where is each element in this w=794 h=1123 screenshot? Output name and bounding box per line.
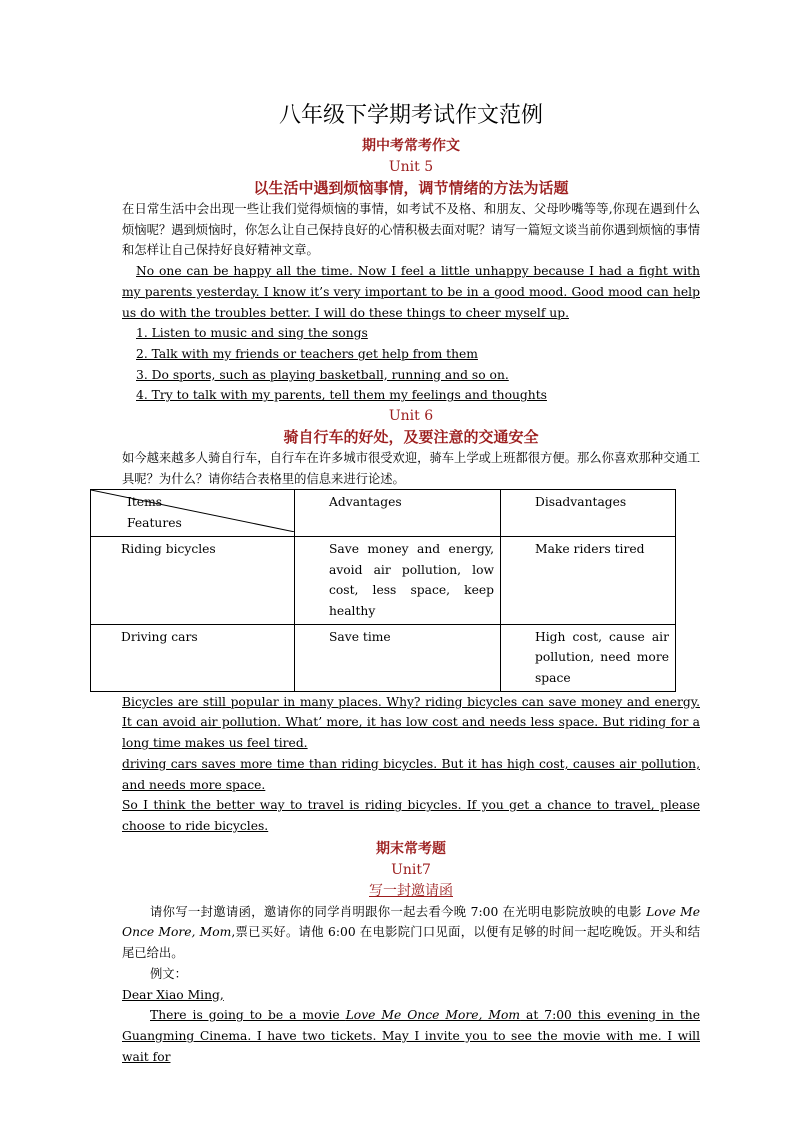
- row-advantages: Save time: [295, 624, 501, 691]
- diagonal-line: [91, 490, 295, 532]
- unit6-prompt: 如今越来越多人骑自行车，自行车在许多城市很受欢迎，骑车上学或上班都很方便。那么你喜欢那种交通工具呢？为什么？请你结合表格里的信息来进行论述。: [122, 451, 700, 486]
- unit5-label: Unit 5: [388, 159, 434, 175]
- corner-features-label: Features: [127, 516, 182, 531]
- page-title: 八年级下学期考试作文范例: [278, 103, 543, 128]
- features-table: [90, 489, 676, 691]
- unit5-topic: 以生活中遇到烦恼事情，调节情绪的方法为话题: [253, 179, 569, 197]
- row-disadvantages: High cost, cause air pollution, need more space: [501, 624, 676, 691]
- movie-title: Love Me Once More, Mom: [122, 904, 700, 940]
- unit6-essay-paragraph: Bicycles are still popular in many places. Why? riding bicycles can save money and energy. It can avoid air pollution. What’ more, it has low cost and needs less space. But riding for a long time makes us feel tired.: [122, 694, 700, 751]
- unit5-prompt: 在日常生活中会出现一些让我们觉得烦恼的事情，如考试不及格、和朋友、父母吵嘴等等,你现在遇到什么烦恼呢？遇到烦恼时，你怎么让自己保持良好的心情积极去面对呢？请写一篇短文谈当前你遇到烦恼的事情和怎样让自己保持好良好精神文章。: [122, 202, 700, 258]
- unit7-prompt: [122, 902, 700, 964]
- letter-movie-title: Love Me Once More, Mom: [345, 1008, 521, 1023]
- letter-body: [122, 1005, 700, 1067]
- unit5-item: 3. Do sports, such as playing basketball, running and so on.: [136, 367, 509, 382]
- table-row: [91, 624, 676, 691]
- unit6-essay-paragraph: driving cars saves more time than riding bicycles. But it has high cost, causes air pollution, and needs more space.: [122, 756, 700, 792]
- row-label: Riding bicycles: [91, 536, 295, 624]
- unit5-item: 4. Try to talk with my parents, tell them my feelings and thoughts: [136, 388, 547, 403]
- unit7-prompt-part2: ,票已买好。请他 6:00 在电影院门口见面，以便有足够的时间一起吃晚饭。开头和结尾已给出。: [122, 925, 700, 961]
- unit7-label: Unit7: [391, 861, 431, 878]
- document-page: [122, 96, 700, 1067]
- unit6-topic: 骑自行车的好处，及要注意的交通安全: [283, 428, 539, 447]
- unit5-essay-intro: No one can be happy all the time. Now I feel a little unhappy because I had a fight with my parents yesterday. I know it’s very important to be in a good mood. Good mood can help us do with the troubles better. I will do these things to cheer myself up.: [122, 264, 700, 320]
- unit7-topic: 写一封邀请函: [369, 882, 453, 899]
- example-label: 例文：: [150, 966, 187, 981]
- row-advantages: Save money and energy, avoid air pollution, low cost, less space, keep healthy: [295, 536, 501, 624]
- unit6-essay-paragraph: So I think the better way to travel is riding bicycles. If you get a chance to travel, please choose to ride bicycles.: [122, 798, 700, 833]
- midterm-heading: 期中考常考作文: [362, 138, 460, 154]
- table-corner-cell: [91, 490, 295, 536]
- corner-items-label: Items: [127, 495, 163, 510]
- unit7-prompt-part1: 请你写一封邀请函，邀请你的同学肖明跟你一起去看今晚 7:00 在光明电影院放映的电影: [150, 904, 647, 919]
- unit6-label: Unit 6: [388, 408, 434, 425]
- row-disadvantages: Make riders tired: [501, 536, 676, 624]
- table-header-row: [91, 490, 676, 536]
- letter-body-part1: There is going to be a movie: [150, 1008, 346, 1023]
- unit5-item: 2. Talk with my friends or teachers get help from them: [136, 346, 478, 361]
- final-heading: 期末常考题: [376, 840, 446, 857]
- letter-body-part2: at 7:00 this evening in the Guangming Cinema. I have two tickets. May I invite you to see the movie with me. I will wait for: [122, 1008, 700, 1064]
- row-label: Driving cars: [91, 624, 295, 691]
- header-advantages: Advantages: [295, 490, 501, 536]
- unit5-item: 1. Listen to music and sing the songs: [136, 326, 368, 341]
- letter-salutation: Dear Xiao Ming,: [122, 987, 224, 1002]
- header-disadvantages: Disadvantages: [501, 490, 676, 536]
- table-row: [91, 536, 676, 624]
